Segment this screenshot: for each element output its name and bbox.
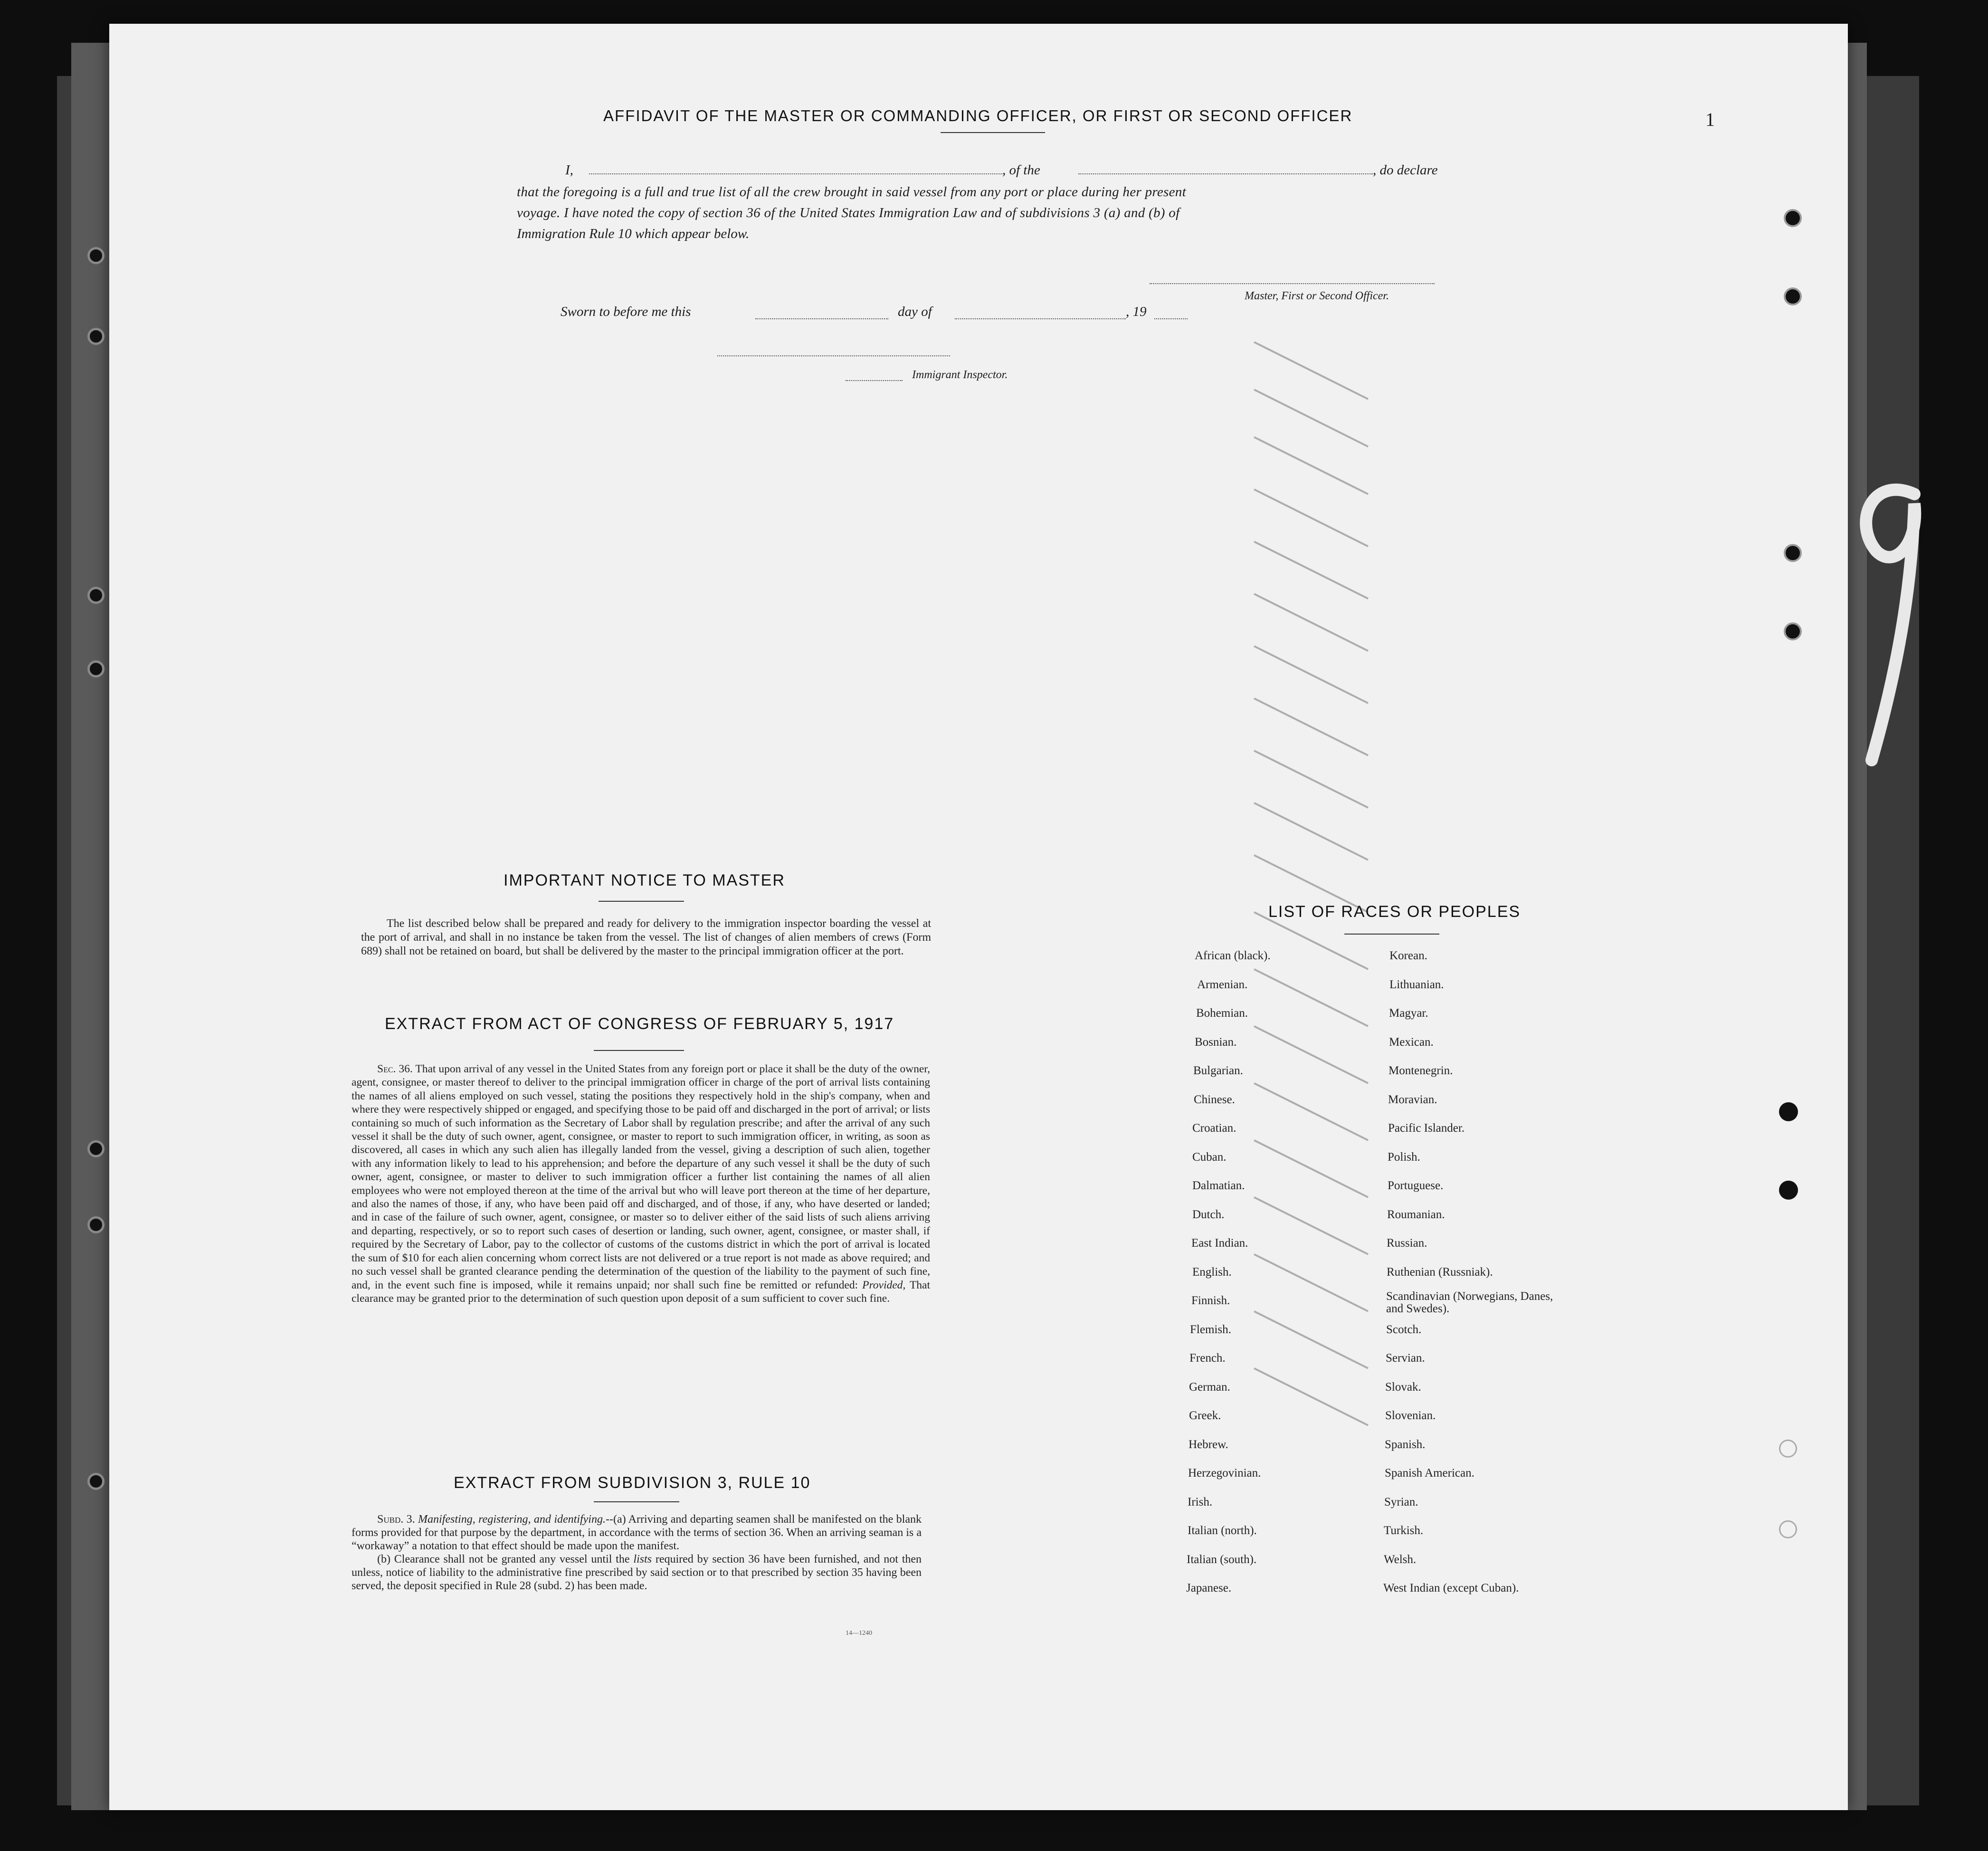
race-left-item: Finnish. (1191, 1294, 1230, 1307)
inspector-label: Immigrant Inspector. (912, 369, 1008, 381)
binder-hole (87, 1216, 105, 1233)
race-right-item: Roumanian. (1387, 1208, 1445, 1221)
master-signature-label: Master, First or Second Officer. (1245, 290, 1389, 302)
act-title: EXTRACT FROM ACT OF CONGRESS OF FEBRUARY 5, 1917 (385, 1015, 894, 1033)
sec-36-label: Sec. 36. (377, 1063, 413, 1075)
race-right-item: Slovak. (1385, 1380, 1421, 1393)
race-right-item: Scandinavian (Norwegians, Danes, and Swedes). (1386, 1290, 1553, 1315)
handwritten-nine-mark (1843, 456, 1938, 789)
punch-hole (1784, 544, 1802, 562)
act-text: That upon arrival of any vessel in the United States from any foreign port or place it shall be the duty of the owner, agent, consignee, or master thereof to deliver to the principal immigration officer in charge of the port of arrival lists containing the names of all aliens employed on such vessel, stating the positions they respectively hold in the ship's company, when and where they were respectively shipped or engaged, and specifying those to be paid off and discharged in the port of arrival; or lists containing so much of such information as the Secretary of Labor shall by regulation prescribe; and after the arrival of any such vessel it shall be the duty of such owner, agent, consignee, or master to report to such immigration officer, in writing, as soon as discovered, all cases in which any such alien has illegally landed from the vessel, giving a description of such alien, together with any information likely to lead to his apprehension; and before the departure of any such vessel it shall be the duty of such owner, agent, consignee, or master to deliver to such immigration officer a further list containing the names of all alien employees who were not employed thereon at the time of the arrival but who will leave port thereon at the time of her departure, and also the names of those, if any, who have been paid off and discharged, and of those, if any, who have deserted or landed; and in case of the failure of such owner, agent, consignee, or master so to deliver either of the said lists of such aliens arriving and departing, respectively, or so to report such cases of desertion or landing, such owner, agent, consignee, or master shall, if required by the Secretary of Labor, pay to the collector of customs of the customs district in which the port of arrival is located the sum of $10 for each alien concerning whom correct lists are not delivered or a true report is not made as above required; and no such vessel shall be granted clearance pending the determination of the question of the liability to the payment of such fine, and, in the event such fine is imposed, while it remains unpaid; nor shall such fine be remitted or refunded: (352, 1063, 931, 1291)
races-rule (1344, 934, 1439, 935)
sworn-month-blank (955, 318, 1126, 319)
act-text-end: That clearance may be granted prior to the determination of such question upon deposit of a sum sufficient to cover such fine. (352, 1279, 931, 1305)
race-left-item: African (black). (1195, 949, 1271, 962)
race-right-item: Slovenian. (1385, 1409, 1436, 1422)
inspector-blank-short (846, 380, 903, 381)
sworn-label: Sworn to before me this (561, 304, 691, 319)
race-left-item: Hebrew. (1189, 1438, 1228, 1451)
subd-para-b-end: required by section 36 have been furnished, and not then unless, notice of liability to the administrative fine prescribed by said section or to that prescribed by section 35 having been served, the deposit specified in Rule 28 (subd. 2) has been made. (352, 1553, 922, 1592)
rule-rule (594, 1501, 679, 1502)
race-right-item: Montenegrin. (1389, 1064, 1453, 1077)
binder-hole (87, 660, 105, 677)
race-right-item: Pacific Islander. (1388, 1122, 1465, 1135)
page-number: 1 (1705, 109, 1715, 130)
affidavit-title: AFFIDAVIT OF THE MASTER OR COMMANDING OFFICER, OR FIRST OR SECOND OFFICER (603, 107, 1353, 124)
race-right-item: Spanish American. (1385, 1467, 1474, 1479)
race-right-item: Polish. (1388, 1150, 1420, 1164)
race-left-item: Croatian. (1192, 1122, 1237, 1135)
race-right-item: Welsh. (1384, 1553, 1417, 1566)
race-left-item: East Indian. (1191, 1237, 1248, 1250)
race-left-item: German. (1189, 1380, 1230, 1393)
affidavit-line-3: voyage. I have noted the copy of section 36 of the United States Immigration Law and of subdivisions 3 (a) and (b) of (517, 205, 1180, 220)
race-left-item: Cuban. (1192, 1150, 1227, 1164)
race-left-item: Herzegovinian. (1188, 1467, 1261, 1479)
subd-heading: Manifesting, registering, and identifying. (418, 1513, 606, 1526)
rule-title: EXTRACT FROM SUBDIVISION 3, RULE 10 (454, 1474, 811, 1492)
subd-para-b-start: (b) Clearance shall not be granted any vessel until the (377, 1553, 630, 1565)
race-left-item: Japanese. (1186, 1582, 1232, 1594)
race-right-item: Mexican. (1389, 1035, 1434, 1049)
race-right-item: Spanish. (1385, 1438, 1426, 1451)
affidavit-line-2: that the foregoing is a full and true list of all the crew brought in said vessel from any port or place during her present (517, 184, 1186, 200)
affidavit-i: I, (565, 162, 573, 178)
act-provided: Provided, (862, 1279, 906, 1291)
master-signature-blank (1150, 283, 1435, 284)
race-right-item: Servian. (1386, 1352, 1425, 1364)
notice-text: The list described below shall be prepared and ready for delivery to the immigration inspector boarding the vessel at the port of arrival, and shall in no instance be taken from the vessel. The list of changes of alien members of crews (Form 689) shall not be retained on board, but shall be delivered by the master to the principal immigration officer at the port. (361, 917, 931, 957)
race-right-item: Ruthenian (Russniak). (1387, 1265, 1493, 1279)
binder-hole (87, 587, 105, 604)
day-of-label: day of (898, 304, 932, 319)
subd-para-a: --(a) Arriving and departing seamen shall be manifested on the blank forms provided for that purpose by the department, in accordance with the terms of section 36. When an arriving seaman is a “workaway” a notation to that effect should be made upon the manifest. (352, 1513, 922, 1552)
act-text-block (352, 1062, 930, 1305)
race-left-item: Greek. (1189, 1409, 1221, 1422)
race-left-item: Irish. (1188, 1495, 1213, 1508)
affidavit-of-the: , of the (1002, 162, 1040, 178)
title-rule (941, 132, 1045, 133)
binder-hole (87, 328, 105, 345)
officer-name-blank (589, 173, 1002, 174)
punch-hole (1779, 1102, 1798, 1121)
race-left-item: Flemish. (1190, 1323, 1231, 1336)
punch-hole (1784, 622, 1802, 640)
rule-text-block (352, 1513, 922, 1593)
vessel-name-blank (1078, 173, 1373, 174)
notice-text-block (361, 917, 931, 958)
race-right-item: Syrian. (1384, 1495, 1418, 1508)
race-left-item: Bulgarian. (1193, 1064, 1243, 1077)
punch-hole (1779, 1520, 1797, 1538)
binder-hole (87, 1473, 105, 1490)
race-right-item: Korean. (1389, 949, 1427, 962)
races-title: LIST OF RACES OR PEOPLES (1268, 903, 1521, 921)
race-right-item: Magyar. (1389, 1007, 1428, 1020)
race-left-item: Chinese. (1194, 1093, 1235, 1106)
race-left-item: Armenian. (1197, 978, 1248, 991)
punch-hole (1779, 1181, 1798, 1200)
binder-hole (87, 1140, 105, 1157)
race-left-item: Bohemian. (1196, 1007, 1248, 1020)
subd-label: Subd. 3. (377, 1513, 415, 1526)
binder-hole (87, 247, 105, 264)
punch-hole (1784, 209, 1802, 227)
subd-para-b-lists: lists (633, 1553, 652, 1565)
race-right-item: Russian. (1387, 1237, 1427, 1250)
affidavit-line-4: Immigration Rule 10 which appear below. (517, 226, 750, 241)
race-right-item: Moravian. (1388, 1093, 1437, 1106)
race-left-item: Dalmatian. (1192, 1179, 1245, 1192)
race-left-item: Italian (north). (1188, 1524, 1257, 1537)
race-right-item: West Indian (except Cuban). (1383, 1582, 1519, 1594)
race-right-item: Portuguese. (1388, 1179, 1444, 1192)
year-blank (1154, 318, 1188, 319)
race-left-item: French. (1189, 1352, 1226, 1364)
punch-hole (1779, 1440, 1797, 1458)
race-left-item: Bosnian. (1195, 1035, 1237, 1049)
affidavit-do-declare: , do declare (1373, 162, 1438, 178)
act-rule (594, 1050, 684, 1051)
notice-title: IMPORTANT NOTICE TO MASTER (504, 871, 785, 889)
race-right-item: Lithuanian. (1389, 978, 1444, 991)
year-prefix: , 19 (1126, 304, 1147, 319)
race-right-item: Scotch. (1386, 1323, 1422, 1336)
race-left-item: English. (1192, 1265, 1232, 1279)
inspector-blank-top (717, 355, 950, 356)
punch-hole (1784, 287, 1802, 305)
notice-rule (599, 901, 684, 902)
race-left-item: Dutch. (1192, 1208, 1225, 1221)
form-number: 14—1240 (846, 1630, 872, 1637)
race-left-item: Italian (south). (1187, 1553, 1257, 1566)
race-right-item: Turkish. (1384, 1524, 1424, 1537)
sworn-day-blank (755, 318, 888, 319)
